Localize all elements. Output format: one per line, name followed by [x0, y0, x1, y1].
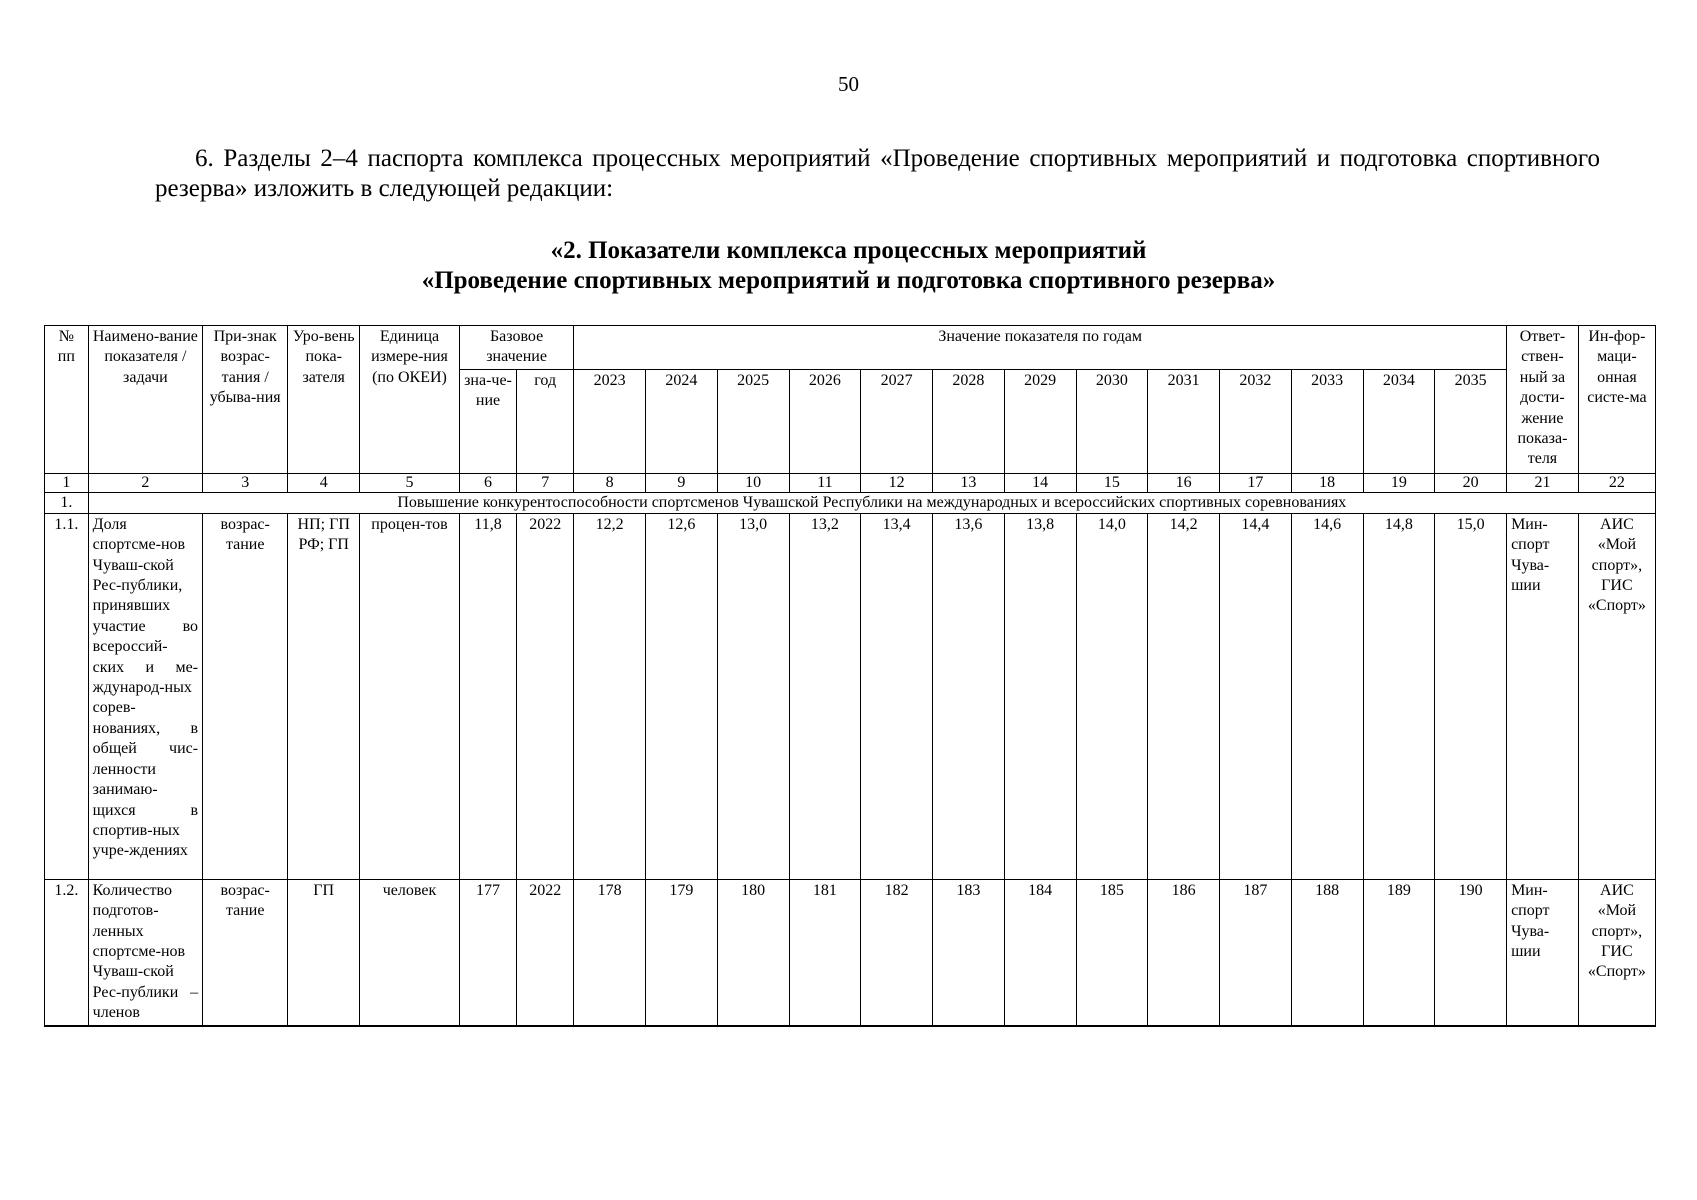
year-value-cell: 13,6 — [933, 513, 1005, 879]
level-cell: ГП — [288, 879, 360, 1025]
column-number: 16 — [1148, 473, 1220, 492]
column-number: 18 — [1291, 473, 1363, 492]
header-year: 2024 — [646, 369, 718, 473]
base-value-cell: 11,8 — [459, 513, 516, 879]
section-number: 1. — [45, 492, 89, 513]
year-value-cell: 179 — [646, 879, 718, 1025]
column-number: 1 — [45, 473, 89, 492]
year-value-cell: 13,2 — [789, 513, 861, 879]
header-by-years: Значение показателя по годам — [574, 326, 1507, 370]
responsible-cell: Мин-спорт Чува-шии — [1507, 879, 1579, 1025]
year-value-cell: 184 — [1004, 879, 1076, 1025]
year-value-cell: 12,6 — [646, 513, 718, 879]
column-number: 19 — [1363, 473, 1435, 492]
header-responsible: Ответ-ствен-ный за дости-жение показа-теля — [1507, 326, 1579, 474]
column-number: 2 — [88, 473, 202, 492]
year-value-cell: 190 — [1435, 879, 1507, 1025]
column-number: 15 — [1076, 473, 1148, 492]
column-number: 7 — [517, 473, 574, 492]
header-year: 2026 — [789, 369, 861, 473]
year-value-cell: 14,6 — [1291, 513, 1363, 879]
header-no: № пп — [45, 326, 89, 474]
header-year: 2032 — [1220, 369, 1292, 473]
intro-paragraph — [155, 144, 1600, 204]
year-value-cell: 180 — [717, 879, 789, 1025]
unit-cell: человек — [360, 879, 460, 1025]
header-row-1 — [45, 326, 1656, 370]
level-cell: НП; ГП РФ; ГП — [288, 513, 360, 879]
responsible-cell: Мин-спорт Чува-шии — [1507, 513, 1579, 879]
header-year: 2035 — [1435, 369, 1507, 473]
section-heading — [0, 236, 1697, 296]
header-info-system: Ин-фор-маци-онная систе-ма — [1578, 326, 1655, 474]
row-number: 1.2. — [45, 879, 89, 1025]
table-row — [45, 513, 1656, 879]
column-number: 11 — [789, 473, 861, 492]
header-level: Уро-вень пока-зателя — [288, 326, 360, 474]
base-year-cell: 2022 — [517, 879, 574, 1025]
column-number: 17 — [1220, 473, 1292, 492]
base-year-cell: 2022 — [517, 513, 574, 879]
header-year: 2027 — [861, 369, 933, 473]
year-value-cell: 12,2 — [574, 513, 646, 879]
heading-line-2: «Проведение спортивных мероприятий и подготовка спортивного резерва» — [421, 267, 1276, 294]
header-base-year: год — [517, 369, 574, 473]
column-number: 3 — [203, 473, 288, 492]
page-number: 50 — [838, 72, 859, 96]
column-number: 13 — [933, 473, 1005, 492]
header-trend: При-знак возрас-тания / убыва-ния — [203, 326, 288, 474]
indicator-name: Доля спортсме-нов Чуваш-ской Рес-публики, принявших участие во всероссий-ских и ме-ждународ-ных сорев-нованиях, в общей чис-ленности занимаю-щихся в спортив-ных учре-ждениях — [88, 513, 202, 879]
column-number: 14 — [1004, 473, 1076, 492]
base-value-cell: 177 — [459, 879, 516, 1025]
header-year: 2029 — [1004, 369, 1076, 473]
header-year: 2023 — [574, 369, 646, 473]
heading-line-1: «2. Показатели комплекса процессных мероприятий — [550, 237, 1147, 264]
column-number: 5 — [360, 473, 460, 492]
header-year: 2034 — [1363, 369, 1435, 473]
header-year: 2030 — [1076, 369, 1148, 473]
column-number: 6 — [459, 473, 516, 492]
year-value-cell: 188 — [1291, 879, 1363, 1025]
indicators-table — [44, 325, 1656, 1027]
year-value-cell: 15,0 — [1435, 513, 1507, 879]
header-year: 2033 — [1291, 369, 1363, 473]
year-value-cell: 182 — [861, 879, 933, 1025]
year-value-cell: 14,8 — [1363, 513, 1435, 879]
year-value-cell: 14,0 — [1076, 513, 1148, 879]
year-value-cell: 13,0 — [717, 513, 789, 879]
row-number: 1.1. — [45, 513, 89, 879]
header-base: Базовое значение — [459, 326, 573, 370]
column-number-row — [45, 473, 1656, 492]
column-number: 20 — [1435, 473, 1507, 492]
header-name: Наимено-вание показателя / задачи — [88, 326, 202, 474]
info-system-cell: АИС «Мой спорт», ГИС «Спорт» — [1578, 513, 1655, 879]
indicator-name: Количество подготов-ленных спортсме-нов Чуваш-ской Рес-публики – членов — [88, 879, 202, 1025]
header-year: 2028 — [933, 369, 1005, 473]
table-row — [45, 879, 1656, 1025]
year-value-cell: 183 — [933, 879, 1005, 1025]
trend-cell: возрас-тание — [203, 879, 288, 1025]
column-number: 8 — [574, 473, 646, 492]
year-value-cell: 14,2 — [1148, 513, 1220, 879]
column-number: 4 — [288, 473, 360, 492]
column-number: 10 — [717, 473, 789, 492]
unit-cell: процен-тов — [360, 513, 460, 879]
year-value-cell: 189 — [1363, 879, 1435, 1025]
section-row — [45, 492, 1656, 513]
year-value-cell: 13,8 — [1004, 513, 1076, 879]
year-value-cell: 13,4 — [861, 513, 933, 879]
column-number: 21 — [1507, 473, 1579, 492]
year-value-cell: 14,4 — [1220, 513, 1292, 879]
year-value-cell: 185 — [1076, 879, 1148, 1025]
trend-cell: возрас-тание — [203, 513, 288, 879]
section-title: Повышение конкурентоспособности спортсменов Чувашской Республики на международных и всероссийских спортивных соревнованиях — [88, 492, 1655, 513]
column-number: 9 — [646, 473, 718, 492]
year-value-cell: 181 — [789, 879, 861, 1025]
year-value-cell: 186 — [1148, 879, 1220, 1025]
header-base-value: зна-че-ние — [459, 369, 516, 473]
column-number: 12 — [861, 473, 933, 492]
header-unit: Единица измере-ния (по ОКЕИ) — [360, 326, 460, 474]
header-year: 2031 — [1148, 369, 1220, 473]
header-year: 2025 — [717, 369, 789, 473]
column-number: 22 — [1578, 473, 1655, 492]
info-system-cell: АИС «Мой спорт», ГИС «Спорт» — [1578, 879, 1655, 1025]
year-value-cell: 187 — [1220, 879, 1292, 1025]
intro-text: 6. Разделы 2–4 паспорта комплекса процессных мероприятий «Проведение спортивных мероприятий и подготовка спортивного резерва» изложить в следующей редакции: — [155, 145, 1600, 202]
year-value-cell: 178 — [574, 879, 646, 1025]
